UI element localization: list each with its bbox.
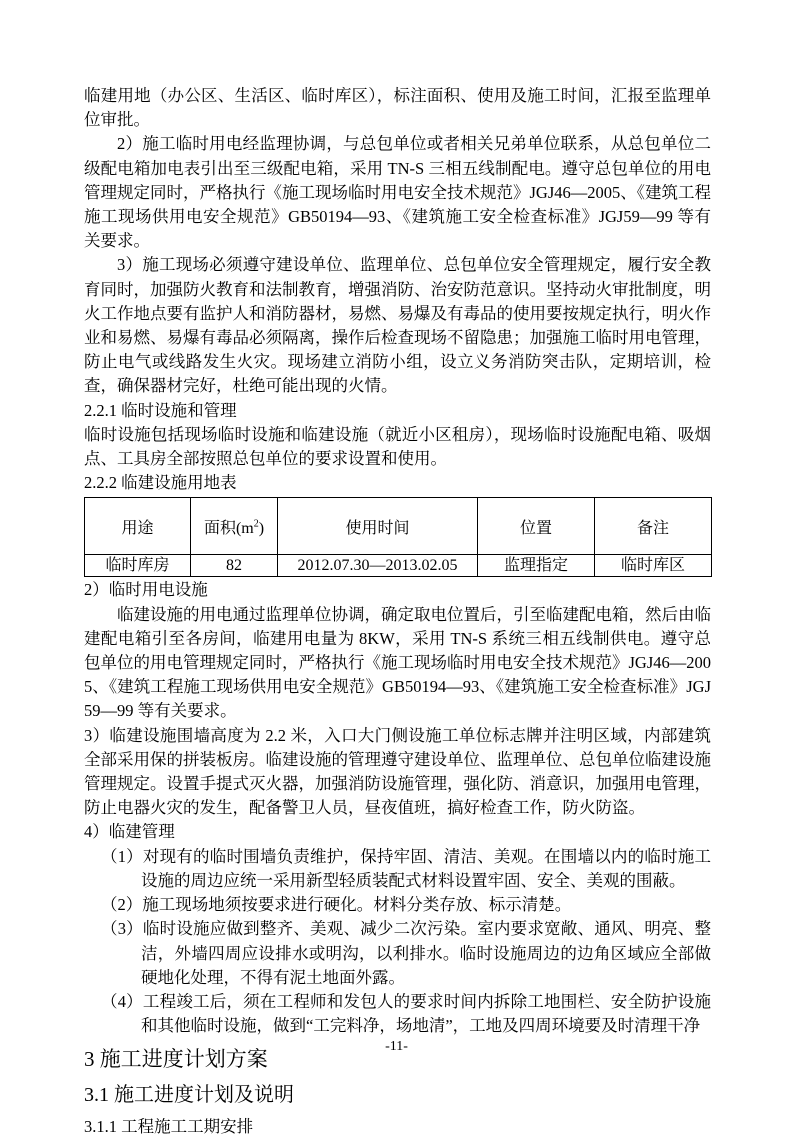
paragraph-intro-continued: 临建用地（办公区、生活区、临时库区），标注面积、使用及施工时间，汇报至监理单位审批。 [84, 86, 711, 130]
page-number: -11- [385, 1039, 408, 1054]
list-item-4: （4）工程竣工后，须在工程师和发包人的要求时间内拆除工地围栏、安全防护设施和其他临时设施，做到“工完料净，场地清”，工地及四周环境要及时清理干净 [101, 991, 711, 1036]
table-header-period: 使用时间 [278, 498, 478, 555]
paragraph-2-2-1-body: 临时设施包括现场临时设施和临建设施（就近小区租房），现场临时设施配电箱、吸烟点、工具房全部按照总包单位的要求设置和使用。 [84, 424, 711, 469]
table-header-row [85, 498, 712, 555]
table-cell-period: 2012.07.30—2013.02.05 [278, 555, 478, 577]
table-cell-location: 监理指定 [478, 555, 595, 577]
table-header-use: 用途 [85, 498, 191, 555]
table-header-location: 位置 [478, 498, 595, 555]
paragraph-item-2-temp-power: 2）施工临时用电经监理协调，与总包单位或者相关兄弟单位联系，从总包单位二级配电箱加电表引出至三级配电箱，采用 TN-S 三相五线制配电。遵守总包单位的用电管理规定同时，严格执行《施工现场临时用电安全技术规范》JGJ46—2005、《建筑工程施工现场供用电安全规范》GB50194—93、《建筑施工安全检查标准》JGJ59—99 等有关要求。 [84, 134, 712, 251]
heading-2-2-2: 2.2.2 临建设施用地表 [84, 473, 237, 493]
paragraph-item-3-safety: 3）施工现场必须遵守建设单位、监理单位、总包单位安全管理规定，履行安全教育同时，加强防火教育和法制教育，增强消防、治安防范意识。坚持动火审批制度，明火工作地点要有监护人和消防器材，易燃、易爆及有毒品的使用要按规定执行，明火作业和易燃、易爆有毒品必须隔离，操作后检查现场不留隐患；加强施工临时用电管理，防止电气或线路发生火灾。现场建立消防小组，设立义务消防突击队，定期培训，检查，确保器材完好，杜绝可能出现的火情。 [84, 255, 711, 396]
table-header-remark: 备注 [595, 498, 712, 555]
table-cell-remark: 临时库区 [595, 555, 712, 577]
list-item-1: （1）对现有的临时围墙负责维护，保持牢固、清洁、美观。在围墙以内的临时施工设施的周边应统一采用新型轻质装配式材料设置牢固、安全、美观的围蔽。 [101, 846, 711, 890]
table-header-area-text [204, 520, 264, 537]
table-cell-area: 82 [191, 555, 278, 577]
area-unit-superscript: 2 [253, 518, 259, 530]
heading-2-2-1: 2.2.1 临时设施和管理 [84, 400, 237, 420]
area-unit-open: ( [235, 519, 242, 537]
area-unit-m: m [241, 519, 254, 537]
list-item-2: （2）施工现场地须按要求进行硬化。材料分类存放、标示清楚。 [101, 895, 572, 915]
paragraph-temp-power-title: 2）临时用电设施 [84, 580, 208, 600]
area-unit-close: ) [258, 519, 265, 537]
table-row [85, 555, 712, 577]
page-content [84, 84, 711, 1139]
paragraph-temp-power-body: 临建设施的用电通过监理单位协调，确定取电位置后，引至临建配电箱，然后由临建配电箱引至各房间，临建用电量为 8KW，采用 TN-S 系统三相五线制供电。遵守总包单位的用电管理规定同时，严格执行《施工现场临时用电安全技术规范》JGJ46—2005、《建筑工程施工现场供用电安全规范》GB50194—93、《建筑施工安全检查标准》JGJ59—99 等有关要求。 [84, 604, 712, 721]
page-footer [0, 1038, 793, 1056]
list-item-3: （3）临时设施应做到整齐、美观、减少二次污染。室内要求宽敞、通风、明亮、整洁，外墙四周应设排水或明沟，以利排水。临时设施周边的边角区域应全部做硬地化处理，不得有泥土地面外露。 [101, 919, 711, 987]
paragraph-item-3b-wall: 3）临建设施围墙高度为 2.2 米，入口大门侧设施工单位标志牌并注明区域，内部建筑全部采用保的拼装板房。临建设施的管理遵守建设单位、监理单位、总包单位临建设施管理规定。设置手提式灭火器，加强消防设施管理，强化防、消意识，加强用电管理，防止电器火灾的发生，配备警卫人员，昼夜值班，搞好检查工作，防火防盗。 [84, 725, 711, 818]
heading-section-3-1-1: 3.1.1 工程施工工期安排 [84, 1117, 254, 1137]
table-cell-use: 临时库房 [85, 555, 191, 577]
area-label: 面积 [203, 519, 236, 537]
paragraph-item-4-title: 4）临建管理 [84, 822, 175, 842]
heading-section-3: 3 施工进度计划方案 [84, 1047, 268, 1072]
temporary-facility-land-table [84, 497, 712, 577]
heading-section-3-1: 3.1 施工进度计划及说明 [84, 1084, 294, 1107]
table-header-area [191, 498, 278, 555]
